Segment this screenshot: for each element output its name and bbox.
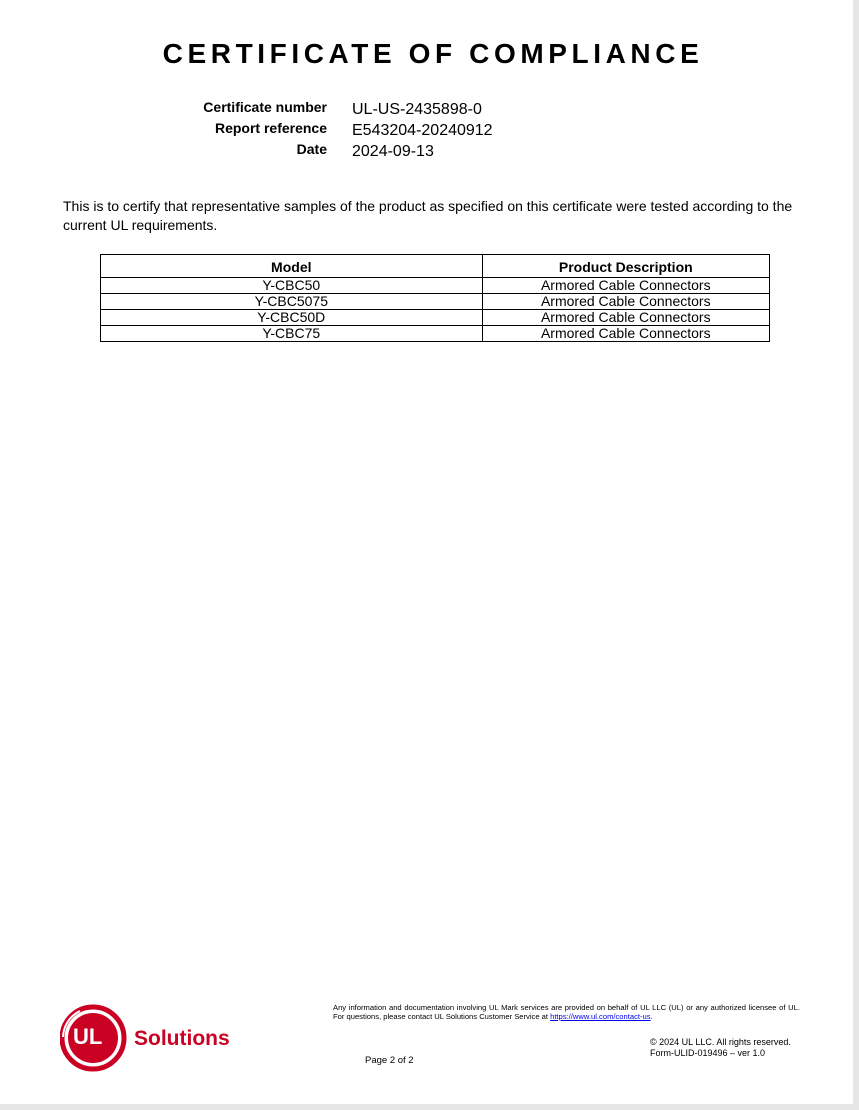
certificate-number-row <box>0 99 859 121</box>
ul-solutions-logo <box>60 1003 230 1075</box>
table-row <box>101 310 770 326</box>
page-edge <box>0 1104 859 1110</box>
date-value: 2024-09-13 <box>352 143 434 160</box>
certificate-number-value: UL-US-2435898-0 <box>352 101 482 118</box>
model-cell: Y-CBC50D <box>101 310 483 326</box>
report-reference-value: E543204-20240912 <box>352 122 493 139</box>
disclaimer-text: Any information and documentation involving UL Mark services are provided on behalf of UL LLC (UL) or any authorized licensee of UL. For questions, please contact UL Solutions Customer Service at <box>333 1003 800 1021</box>
date-row <box>0 141 859 163</box>
ul-logo-icon <box>60 1003 230 1075</box>
disclaimer-suffix: . <box>650 1012 653 1021</box>
model-cell: Y-CBC5075 <box>101 294 483 310</box>
report-reference-label: Report reference <box>214 120 327 136</box>
copyright-block <box>650 1037 791 1059</box>
description-cell: Armored Cable Connectors <box>482 294 769 310</box>
description-cell: Armored Cable Connectors <box>482 326 769 342</box>
certification-statement: This is to certify that representative samples of the product as specified on this certificate were tested according to the current UL requirements. <box>63 198 793 233</box>
svg-text:Solutions: Solutions <box>134 1027 230 1050</box>
contact-link[interactable]: https://www.ul.com/contact-us <box>550 1012 651 1021</box>
report-reference-row <box>0 120 859 142</box>
svg-text:UL: UL <box>73 1024 103 1049</box>
model-column-header: Model <box>101 255 483 278</box>
table-header-row <box>101 255 770 278</box>
form-id-text: Form-ULID-019496 – ver 1.0 <box>650 1048 766 1058</box>
model-table <box>100 254 770 342</box>
table-row <box>101 278 770 294</box>
description-cell: Armored Cable Connectors <box>482 310 769 326</box>
model-cell: Y-CBC50 <box>101 278 483 294</box>
footer-disclaimer <box>333 1003 800 1021</box>
table-row <box>101 326 770 342</box>
copyright-text: © 2024 UL LLC. All rights reserved. <box>650 1037 791 1047</box>
model-cell: Y-CBC75 <box>101 326 483 342</box>
date-label: Date <box>296 141 327 157</box>
page-edge <box>853 0 859 1110</box>
document-title: CERTIFICATE OF COMPLIANCE <box>162 38 704 69</box>
certificate-number-label: Certificate number <box>203 99 327 115</box>
description-column-header: Product Description <box>482 255 769 278</box>
page-number: Page 2 of 2 <box>365 1055 414 1066</box>
table-row <box>101 294 770 310</box>
description-cell: Armored Cable Connectors <box>482 278 769 294</box>
